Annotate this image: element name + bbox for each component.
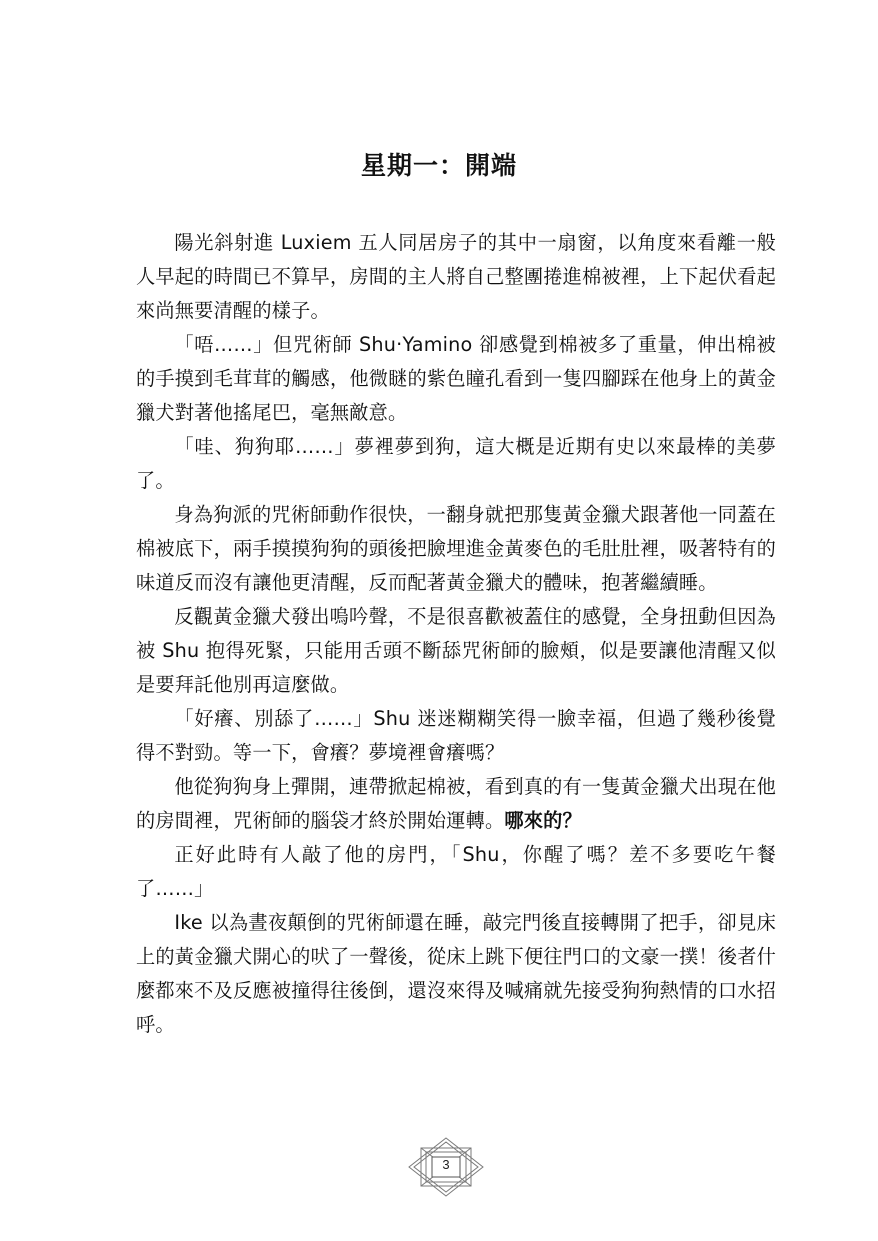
paragraph (136, 770, 776, 838)
paragraph: 「好癢、別舔了……」Shu 迷迷糊糊笑得一臉幸福，但過了幾秒後覺得不對勁。等一下，會癢？夢境裡會癢嗎？ (136, 707, 776, 764)
paragraph: Ike 以為晝夜顛倒的咒術師還在睡，敲完門後直接轉開了把手，卻見床上的黃金獵犬開心的吠了一聲後，從床上跳下便往門口的文豪一撲！後者什麼都來不及反應被撞得往後倒，還沒來得及喊痛就先接受狗狗熱情的口水招呼。 (136, 911, 776, 1036)
paragraph: 反觀黃金獵犬發出嗚吟聲，不是很喜歡被蓋住的感覺，全身扭動但因為被 Shu 抱得死緊，只能用舌頭不斷舔咒術師的臉頰，似是要讓他清醒又似是要拜託他別再這麼做。 (136, 605, 776, 696)
paragraph: 「唔……」但咒術師 Shu‧Yamino 卻感覺到棉被多了重量，伸出棉被的手摸到毛茸茸的觸感，他微瞇的紫色瞳孔看到一隻四腳踩在他身上的黃金獵犬對著他搖尾巴，毫無敵意。 (136, 333, 776, 424)
page-number: 3 (442, 1157, 450, 1172)
paragraph: 正好此時有人敲了他的房門，「Shu，你醒了嗎？差不多要吃午餐了……」 (136, 843, 776, 900)
paragraph: 「哇、狗狗耶……」夢裡夢到狗，這大概是近期有史以來最棒的美夢了。 (136, 435, 776, 492)
body-text (136, 226, 776, 1042)
paragraph: 身為狗派的咒術師動作很快，一翻身就把那隻黃金獵犬跟著他一同蓋在棉被底下，兩手摸摸狗狗的頭後把臉埋進金黃麥色的毛肚肚裡，吸著特有的味道反而沒有讓他更清醒，反而配著黃金獵犬的體味，抱著繼續睡。 (136, 503, 776, 594)
paragraph: 陽光斜射進 Luxiem 五人同居房子的其中一扇窗，以角度來看離一般人早起的時間已不算早，房間的主人將自己整團捲進棉被裡，上下起伏看起來尚無要清醒的樣子。 (136, 231, 776, 322)
page-footer (407, 1136, 485, 1198)
emphasis-text: 哪來的？ (504, 809, 582, 832)
paragraph-text: 他從狗狗身上彈開，連帶掀起棉被，看到真的有一隻黃金獵犬出現在他的房間裡，咒術師的腦袋才終於開始運轉。 (136, 775, 776, 832)
chapter-title: 星期一：開端 (360, 151, 517, 180)
